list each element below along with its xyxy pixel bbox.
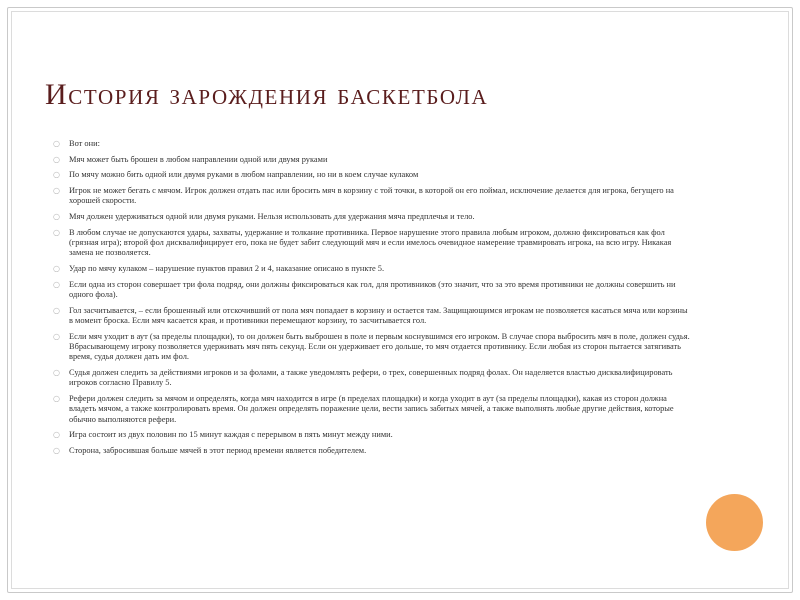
list-item: [53, 332, 693, 363]
bullet-circle-icon: ○: [53, 227, 60, 237]
bullet-text: Мяч должен удерживаться одной или двумя руками. Нельзя использовать для удержания мяча предплечья и тело.: [69, 212, 475, 222]
bullet-text: Игрок не может бегать с мячом. Игрок должен отдать пас или бросить мяч в корзину с той точки, в которой он его поймал, исключение делается для игрока, бегущего на хорошей скорости.: [69, 186, 674, 206]
bullet-circle-icon: ○: [53, 279, 60, 289]
bullet-circle-icon: ○: [53, 264, 60, 274]
bullet-text: Мяч может быть брошен в любом направлении одной или двумя руками: [69, 154, 328, 164]
bullet-text: По мячу можно бить одной или двумя руками в любом направлении, но ни в коем случае кулаком: [69, 170, 419, 180]
bullet-text: Судья должен следить за действиями игроков и за фолами, а также уведомлять рефери, о трех, совершенных подряд фолах. Он наделяется властью дисквалифицировать игроков согласно Правилу 5.: [69, 367, 673, 388]
list-item: [53, 430, 693, 440]
bullet-list: [53, 139, 693, 456]
bullet-circle-icon: ○: [53, 186, 60, 196]
bullet-text: Вот они:: [69, 139, 100, 148]
bullet-circle-icon: ○: [53, 212, 60, 222]
bullet-text: Удар по мячу кулаком – нарушение пунктов правил 2 и 4, наказание описано в пункте 5.: [69, 264, 385, 274]
bullet-circle-icon: ○: [53, 305, 60, 315]
bullet-circle-icon: ○: [53, 367, 60, 377]
list-item: [53, 306, 693, 327]
bullet-circle-icon: ○: [53, 430, 60, 440]
list-item: [53, 394, 693, 425]
bullet-text: Рефери должен следить за мячом и определять, когда мяч находится в игре (в пределах площадки) и когда уходит в аут (за пределы площадки), какая из сторон должна владеть мячом, а также контролировать время. Он должен определять поражение цели, вести запись забитых мячей, а также выполнять любые другие действия, которые обычно выполняются рефери.: [69, 393, 674, 424]
bullet-text: Гол засчитывается, – если брошенный или отскочивший от пола мяч попадает в корзину и остается там. Защищающимся игрокам не позволяется касаться мяча или корзины в момент броска. Если мяч касается края, и противники перемещают корзину, то засчитывается гол.: [69, 305, 688, 325]
bullet-circle-icon: ○: [53, 331, 60, 341]
bullet-text: Если одна из сторон совершает три фола подряд, они должны фиксироваться как гол, для противников (это значит, что за это время противники не должны совершить ни одного фола).: [69, 279, 676, 299]
bullet-text: Игра состоит из двух половин по 15 минут каждая с перерывом в пять минут между ними.: [69, 430, 393, 440]
list-item: [53, 264, 693, 274]
list-item: [53, 186, 693, 207]
list-item: [53, 368, 693, 389]
title-block: [45, 78, 745, 111]
list-item: [53, 446, 693, 456]
list-item: [53, 280, 693, 301]
list-item: [53, 170, 693, 180]
slide-title: История зарождения баскетбола: [45, 78, 489, 111]
bullet-circle-icon: ○: [53, 154, 60, 164]
slide-content: [53, 139, 693, 462]
bullet-circle-icon: ○: [53, 393, 60, 403]
list-item: [53, 228, 693, 259]
list-item: [53, 139, 693, 149]
bullet-text: Если мяч уходит в аут (за пределы площадки), то он должен быть выброшен в поле и первым коснувшимся его игроком. В случае спора выбросить мяч в поле, должен судья. Вбрасывающему игроку позволяется удерживать мяч пять секунд. Если он удерживает его дольше, то мяч отдается противнику. Если любая из сторон пытается затягивать время, судья должен дать им фол.: [69, 331, 690, 362]
list-item: [53, 212, 693, 222]
bullet-circle-icon: ○: [53, 139, 60, 148]
list-item: [53, 155, 693, 165]
bullet-text: Сторона, забросившая больше мячей в этот период времени является победителем.: [69, 445, 367, 455]
bullet-circle-icon: ○: [53, 170, 60, 180]
bullet-text: В любом случае не допускаются удары, захваты, удержание и толкание противника. Первое нарушение этого правила любым игроком, должно фиксироваться как фол (грязная игра); второй фол дисквалифицирует его, пока не будет забит следующий мяч и если имелось очевидное намерение травмировать игрока, на всю игру. Никакая замена не позволяется.: [69, 227, 672, 258]
bullet-circle-icon: ○: [53, 445, 60, 455]
decorative-orange-circle: [706, 494, 763, 551]
